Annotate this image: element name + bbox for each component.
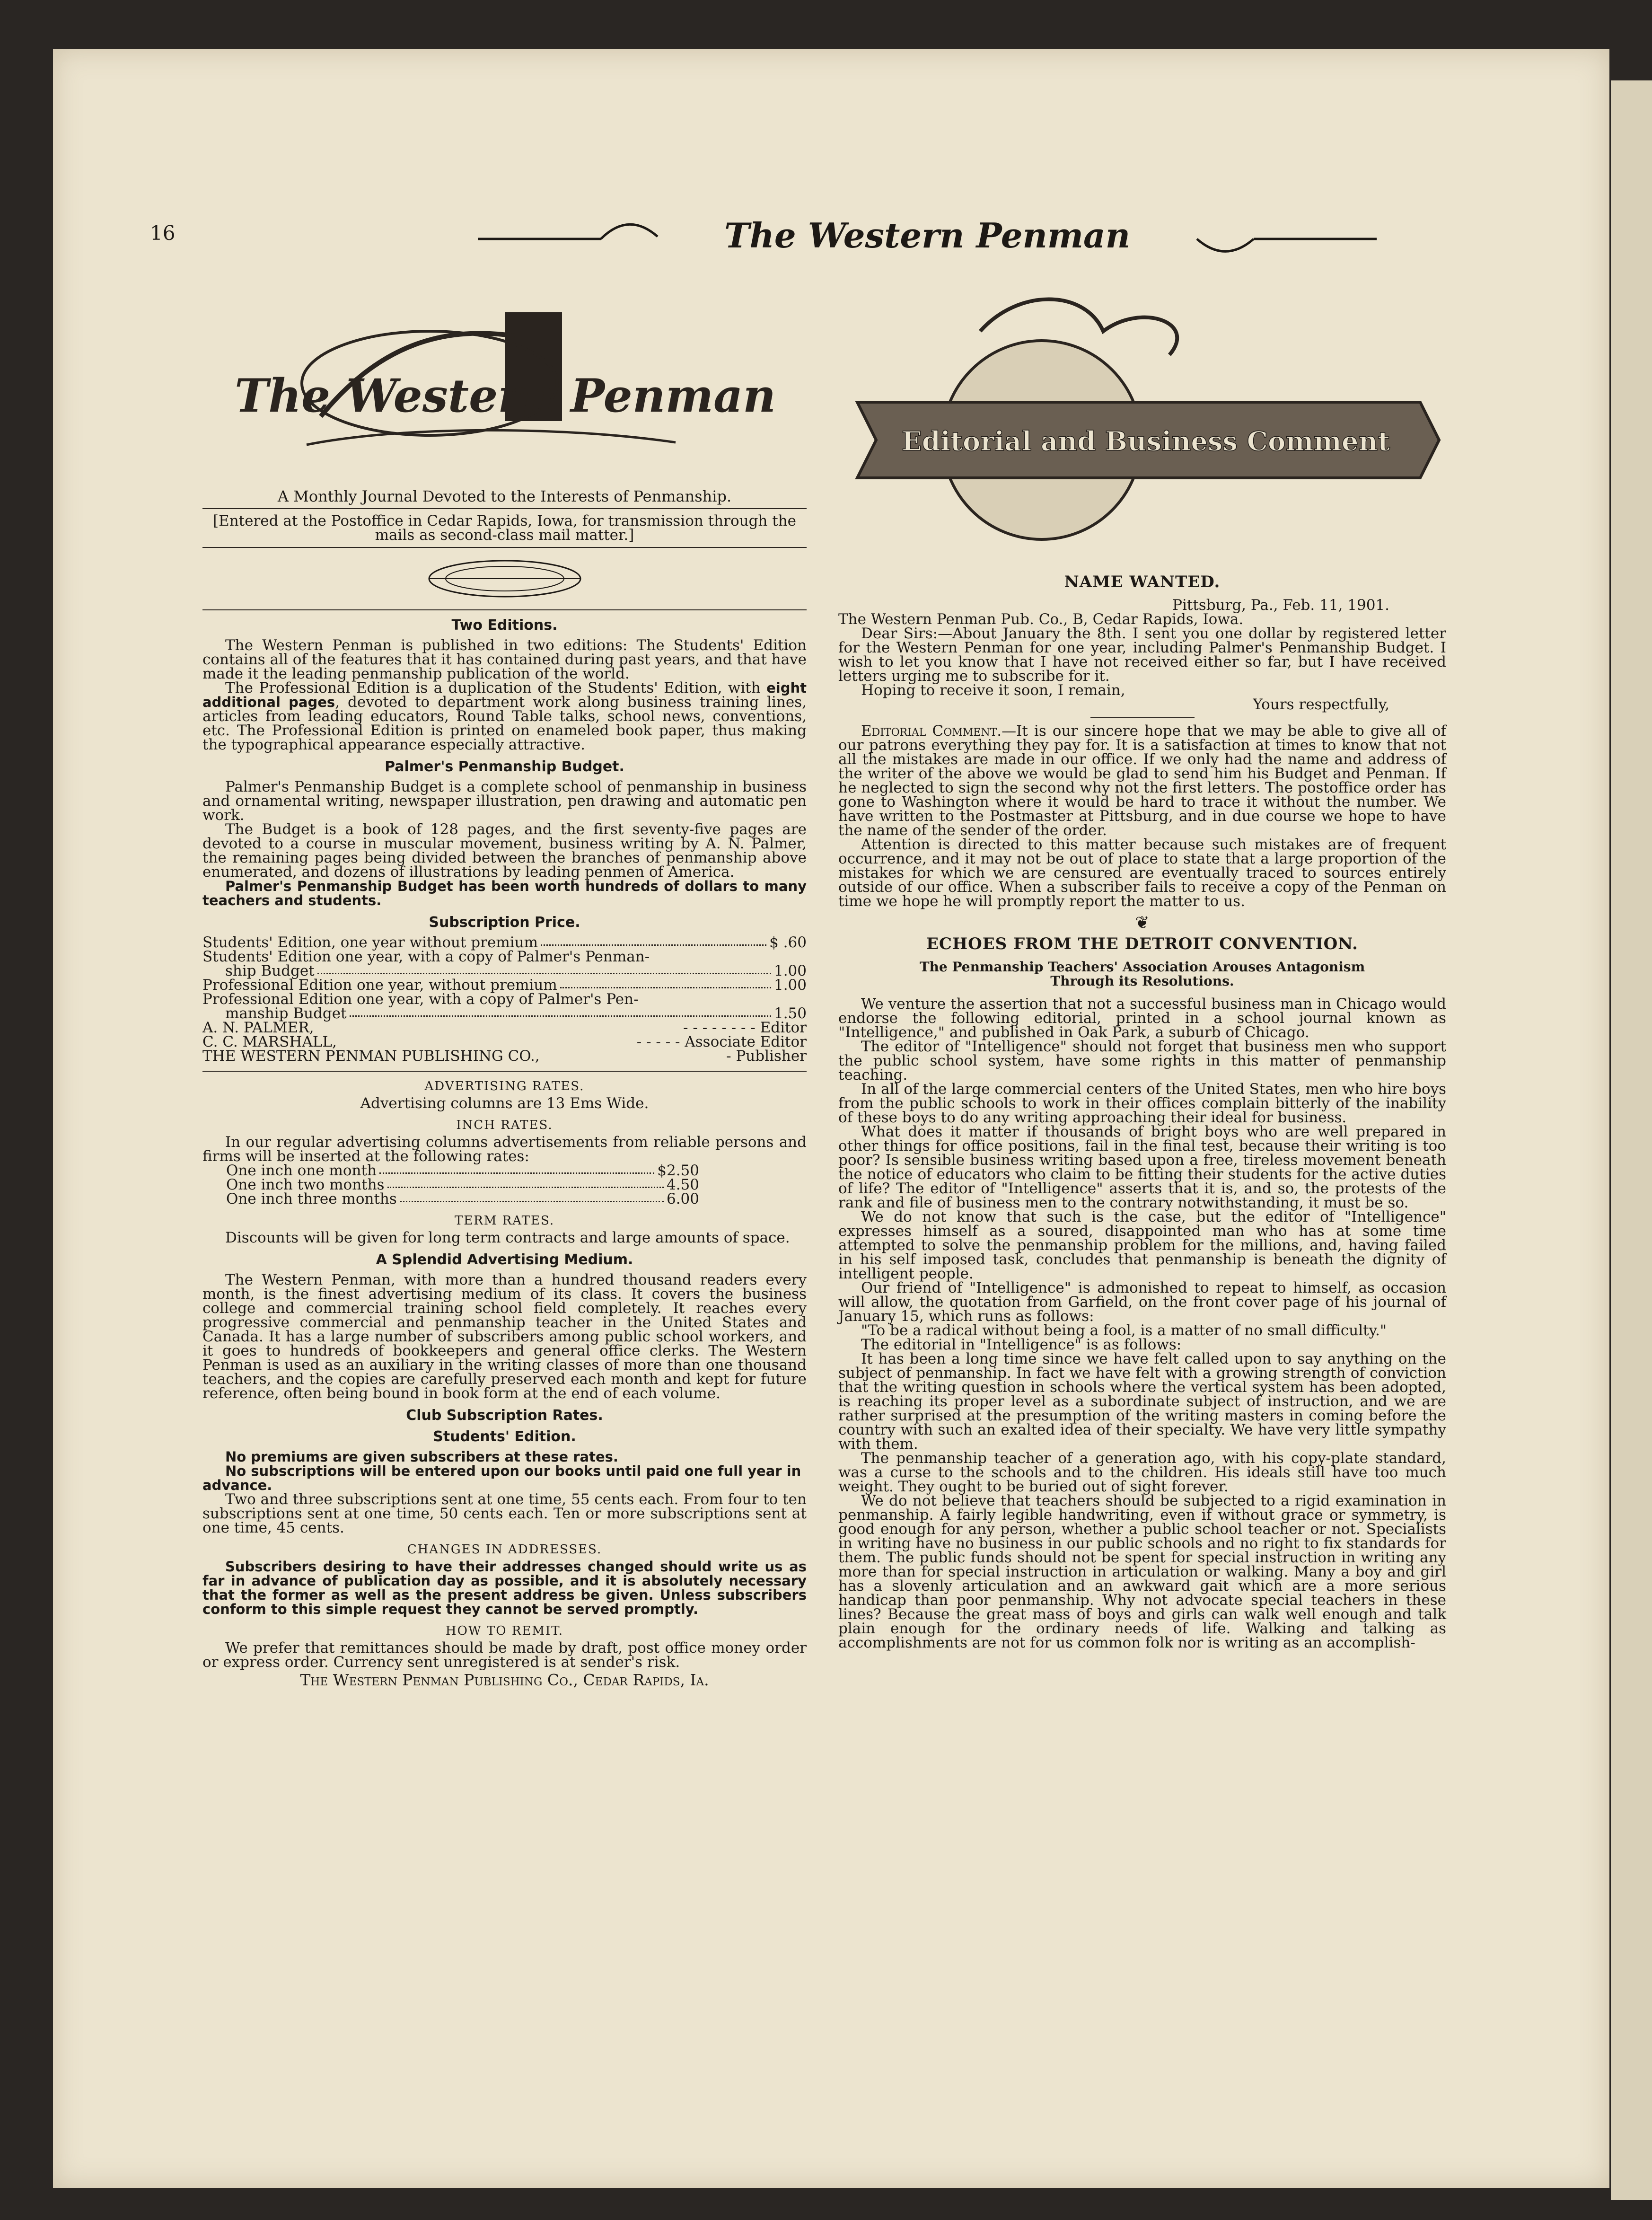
western-penman-logo: [202, 284, 807, 483]
quoted-editorial-paragraph: It has been a long time since we have felt called upon to say anything on the subject of penmanship. In fact we have felt with a growing strength of conviction that the writing question in schools where the vertical system has been adopted, is reaching its proper level as a subordinate subject of instruction, and we are rather surprised at the presumption of the writing masters in coming before the country with such an exalted idea of their specialty. We have very little sympathy with them.: [838, 1350, 1446, 1453]
staff-role: - - - - - Associate Editor: [636, 1033, 807, 1050]
letter-place-date: Pittsburg, Pa., Feb. 11, 1901.: [1172, 597, 1389, 614]
divider: [202, 1071, 807, 1072]
students-edition-heading: Students' Edition.: [433, 1428, 576, 1445]
splendid-medium-heading: A Splendid Advertising Medium.: [376, 1251, 633, 1268]
price-row: [202, 992, 807, 1006]
publisher-signoff: The Western Penman Publishing Co., Cedar Rapids, Ia.: [300, 1671, 709, 1689]
budget-paragraph: Palmer's Penmanship Budget has been worth hundreds of dollars to many teachers and students.: [202, 878, 807, 908]
article-paragraph: The editor of "Intelligence" should not forget that business men who support the public school system, have some rights in this matter of penmanship teaching.: [838, 1038, 1446, 1084]
banner-text: Editorial and Business Comment: [901, 426, 1390, 457]
price-value: 1.00: [773, 977, 807, 994]
advertising-columns-note: Advertising columns are 13 Ems Wide.: [360, 1095, 649, 1112]
masthead-title: The Western Penman: [724, 215, 1131, 255]
no-premiums-note: No premiums are given subscribers at these rates.: [225, 1449, 618, 1465]
name-wanted-heading: NAME WANTED.: [1064, 573, 1221, 591]
divider: [202, 508, 807, 509]
letter-signature: Yours respectfully,: [1253, 696, 1389, 713]
price-row: [202, 950, 807, 964]
rate-row: [226, 1192, 699, 1206]
rate-label: One inch two months: [226, 1176, 385, 1193]
rate-value: $2.50: [657, 1162, 699, 1179]
text-segment: , devoted to department work along business training lines, articles from leading educators, Round Table talks, school news, conventions, etc. The Professional Edition is printed on enameled book paper, thus making the typographical appearance especially attractive.: [202, 694, 807, 753]
staff-role: - - - - - - - - Editor: [683, 1019, 807, 1036]
rate-label: One inch three months: [226, 1190, 397, 1207]
article-paragraph: What does it matter if thousands of bright boys who are well prepared in other things for office positions, fail in the final test, because their writing is too poor? Is sensible business writing based upon a free, tireless movement beneath the notice of educators who claim to be fitting their students for the active duties of life? The editor of "Intelligence" asserts that it is, and so, the protests of the rank and file of business men to the contrary notwithstanding, it must be so.: [838, 1123, 1446, 1211]
no-subscriptions-note: No subscriptions will be entered upon our books until paid one full year in advance.: [202, 1463, 801, 1493]
staff-row: [202, 1021, 807, 1035]
echoes-subheading: The Penmanship Teachers' Association Arouses Antagonism: [919, 959, 1365, 975]
price-row: [202, 978, 807, 992]
advertising-rates-heading: ADVERTISING RATES.: [424, 1079, 585, 1093]
quoted-editorial-paragraph: We do not believe that teachers should be subjected to a rigid examination in penmanship. A fairly legible handwriting, even if without grace or symmetry, is good enough for any person, whether a public school teacher or not. Specialists in writing have no business in our public schools and no right to fix standards for them. The public funds should not be spent for special instruction in writing any more than for special instruction in articulation or walking. Many a boy and girl has a slovenly articulation and an awkward gait which are a more serious handicap than poor penmanship. Why not advocate special teachers in these lines? Because the great mass of boys and girls can walk well enough and talk plain enough for the ordinary needs of life. Walking and talking as accomplishments are not for us common folk nor is writing as an accomplish-: [838, 1492, 1446, 1651]
editorial-business-comment-banner: [838, 284, 1446, 563]
divider: [202, 609, 807, 610]
rate-row: [226, 1178, 699, 1192]
staff-role: - Publisher: [726, 1048, 807, 1065]
staff-row: [202, 1049, 807, 1063]
price-row: [202, 1006, 807, 1021]
price-label: Students' Edition, one year without premium: [202, 934, 538, 951]
divider: [1090, 717, 1195, 718]
page-number: 16: [150, 221, 176, 245]
article-paragraph: The editorial in "Intelligence" is as follows:: [861, 1336, 1182, 1353]
right-column: [838, 284, 1446, 1650]
text-segment: —It is our sincere hope that we may be able to give all of our patrons everything they pay for. It is a satisfaction at times to know that not all the mistakes are made in our office. If we only had the name and address of the writer of the above we would be glad to send him his Budget and Penman. If he neglected to sign the second why not the first letters. The postoffice order has gone to Washington where it would be hard to trace it without the number. We have written to the Postmaster at Pittsburg, and in due course we hope to have the name of the sender of the order.: [838, 722, 1447, 839]
staff-row: [202, 1035, 807, 1049]
two-editions-paragraph: The Western Penman is published in two editions: The Students' Edition contains all of the features that it has contained during past years, and that have made it the leading penmanship publication of the world.: [202, 637, 807, 682]
term-rates-heading: TERM RATES.: [454, 1214, 555, 1228]
price-label: manship Budget: [225, 1005, 347, 1022]
rate-value: 4.50: [666, 1176, 699, 1193]
masthead-banner: [478, 211, 1377, 263]
changes-heading: CHANGES IN ADDRESSES.: [407, 1542, 602, 1557]
price-value: $ .60: [769, 934, 807, 951]
price-label: Professional Edition one year, with a copy of Palmer's Pen-: [202, 991, 639, 1008]
left-column: [202, 284, 807, 1687]
staff-name: THE WESTERN PENMAN PUBLISHING CO.,: [202, 1048, 540, 1065]
budget-heading: Palmer's Penmanship Budget.: [385, 758, 624, 775]
term-rates-paragraph: Discounts will be given for long term contracts and large amounts of space.: [225, 1229, 790, 1246]
splendid-medium-paragraph: The Western Penman, with more than a hundred thousand readers every month, is the finest advertising medium of its class. It covers the business college and commercial training school field completely. It reaches every progressive commercial and penmanship teacher in the United States and Canada. It has a large number of subscribers among public school workers, and it goes to hundreds of bookkeepers and general office clerks. The Western Penman is used as an auxiliary in the writing classes of more than one thousand teachers, and the copies are carefully preserved each month and kept for future reference, often being bound in book form at the end of each volume.: [202, 1271, 807, 1402]
text-segment-bold: eight additional pages: [202, 680, 807, 710]
article-paragraph: We venture the assertion that not a successful business man in Chicago would endorse the following editorial, printed in a school journal known as "Intelligence," and published in Oak Park, a suburb of Chicago.: [838, 995, 1446, 1041]
club-rates-paragraph: Two and three subscriptions sent at one time, 55 cents each. From four to ten subscriptions sent at one time, 50 cents each. Ten or more subscriptions sent at one time, 45 cents.: [202, 1491, 807, 1536]
price-row: [202, 935, 807, 950]
remit-heading: HOW TO REMIT.: [445, 1624, 564, 1638]
rate-label: One inch one month: [226, 1162, 377, 1179]
letter-close: Hoping to receive it soon, I remain,: [861, 682, 1125, 699]
price-label: Professional Edition one year, without premium: [202, 977, 557, 994]
letter-addressee: The Western Penman Pub. Co., B, Cedar Rapids, Iowa.: [838, 611, 1244, 628]
quotation: "To be a radical without being a fool, is a matter of no small difficulty.": [861, 1322, 1387, 1339]
divider: [202, 547, 807, 548]
entered-notice: [Entered at the Postoffice in Cedar Rapids, Iowa, for transmission through the mails as second-class mail matter.]: [212, 512, 797, 544]
inch-rates-paragraph: In our regular advertising columns advertisements from reliable persons and firms will be inserted at the following rates:: [202, 1134, 807, 1165]
price-value: 1.50: [773, 1005, 807, 1022]
next-page-edge: [1611, 80, 1652, 2200]
editorial-label: Editorial Comment.: [861, 722, 1002, 740]
budget-paragraph: The Budget is a book of 128 pages, and the first seventy-five pages are devoted to a course in muscular movement, business writing by A. N. Palmer, the remaining pages being divided between the branches of penmanship above enumerated, and dozens of illustrations by leading penmen of America.: [202, 821, 807, 881]
staff-name: A. N. PALMER,: [202, 1019, 314, 1036]
rate-list: [202, 1163, 699, 1206]
letter-body: Dear Sirs:—About January the 8th. I sent you one dollar by registered letter for the Western Penman for one year, including Palmer's Penmanship Budget. I wish to let you know that I have not received either so far, but I have received letters urging me to subscribe for it.: [838, 625, 1446, 685]
logo-text: The Western Penman: [234, 369, 776, 423]
professional-edition-paragraph: [202, 681, 807, 752]
editorial-comment-paragraph: [838, 724, 1446, 837]
price-label: Students' Edition one year, with a copy of Palmer's Penman-: [202, 948, 650, 965]
price-row: [202, 964, 807, 978]
echoes-heading: ECHOES FROM THE DETROIT CONVENTION.: [926, 934, 1358, 953]
subscription-price-heading: Subscription Price.: [429, 914, 580, 931]
staff-name: C. C. MARSHALL,: [202, 1033, 337, 1050]
echoes-subheading: Through its Resolutions.: [1050, 973, 1234, 989]
editorial-comment-paragraph: Attention is directed to this matter because such mistakes are of frequent occurrence, and it may not be out of place to state that a large proportion of the mistakes for which we are censured are eventually traced to sources entirely outside of our office. When a subscriber fails to receive a copy of the Penman on time we hope he will promptly report the matter to us.: [838, 836, 1446, 910]
tagline: A Monthly Journal Devoted to the Interests of Penmanship.: [277, 487, 732, 505]
changes-paragraph: Subscribers desiring to have their addresses changed should write us as far in advance of publication day as possible, and it is absolutely necessary that the former as well as the present address be given. Unless subscribers conform to this simple request they cannot be served promptly.: [202, 1559, 807, 1617]
text-segment: The Professional Edition is a duplication of the Students' Edition, with: [225, 679, 767, 696]
price-value: 1.00: [773, 962, 807, 979]
remit-paragraph: We prefer that remittances should be made by draft, post office money order or express order. Currency sent unregistered is at sender's risk.: [202, 1639, 807, 1671]
club-rates-heading: Club Subscription Rates.: [406, 1407, 603, 1424]
price-list: [202, 935, 807, 1063]
price-label: ship Budget: [225, 962, 315, 979]
article-paragraph: Our friend of "Intelligence" is admonished to repeat to himself, as occasion will allow, the quotation from Garfield, on the front cover page of his journal of January 15, which runs as follows:: [838, 1279, 1446, 1325]
quoted-editorial-paragraph: The penmanship teacher of a generation ago, with his copy-plate standard, was a curse to the schools and to the children. His ideals still have too much weight. They ought to be buried out of sight forever.: [838, 1450, 1446, 1495]
inch-rates-heading: INCH RATES.: [456, 1118, 553, 1132]
rate-row: [226, 1163, 699, 1178]
article-paragraph: We do not know that such is the case, but the editor of "Intelligence" expresses himself as a soured, disappointed man who has at some time attempted to solve the penmanship problem for the millions, and, having failed in his self imposed task, concludes that penmanship is beneath the dignity of intelligent people.: [838, 1208, 1446, 1282]
budget-paragraph: Palmer's Penmanship Budget is a complete school of penmanship in business and ornamental writing, newspaper illustration, pen drawing and automatic pen work.: [202, 778, 807, 824]
ornament-icon: ❦: [1135, 913, 1150, 933]
article-paragraph: In all of the large commercial centers of the United States, men who hire boys from the public schools to work in their offices complain bitterly of the inability of these boys to do any writing approaching their ideal for business.: [838, 1081, 1446, 1126]
rate-value: 6.00: [666, 1190, 699, 1207]
two-editions-heading: Two Editions.: [451, 617, 558, 634]
union-label-seal: [424, 557, 585, 600]
